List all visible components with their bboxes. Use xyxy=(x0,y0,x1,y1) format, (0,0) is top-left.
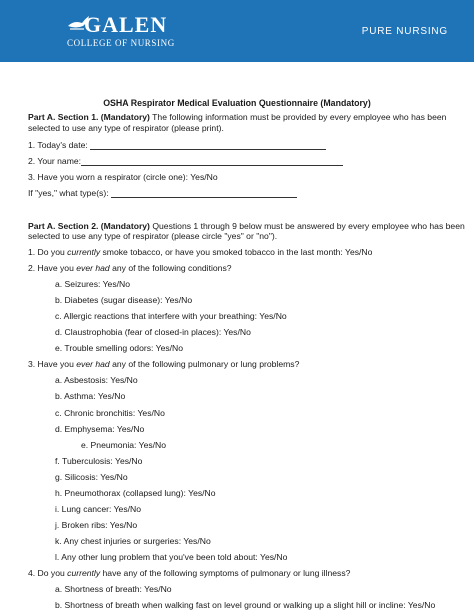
section-2-intro xyxy=(28,221,465,232)
question-2 xyxy=(28,263,232,274)
section-1-heading: Part A. Section 1. (Mandatory) xyxy=(28,112,150,123)
section-1-intro xyxy=(28,112,446,123)
q3-item: a. Asbestosis: Yes/No xyxy=(55,375,138,386)
name-label: 2. Your name: xyxy=(28,155,82,166)
q1-pre: 1. Do you xyxy=(28,247,68,258)
question-4 xyxy=(28,568,350,579)
section-2-intro-line-2: selected to use any type of respirator (please circle "yes" or "no"). xyxy=(28,231,278,242)
respirator-types-question xyxy=(28,188,297,199)
q1-emphasis: currently xyxy=(67,247,101,258)
q2-item: d. Claustrophobia (fear of closed-in places): Yes/No xyxy=(55,327,251,338)
q3-item: i. Lung cancer: Yes/No xyxy=(55,503,141,514)
q4-pre: 4. Do you xyxy=(28,567,68,578)
question-3 xyxy=(28,359,299,370)
date-question xyxy=(28,140,326,151)
q4-emphasis: currently xyxy=(67,567,101,578)
section-2-intro-line-1: Questions 1 through 9 below must be answered by every employee who has been xyxy=(149,220,465,231)
q3-item: j. Broken ribs: Yes/No xyxy=(55,519,138,530)
q3-emphasis: ever had xyxy=(76,359,110,370)
q3-pre: 3. Have you xyxy=(28,359,77,370)
section-1-intro-line-2: selected to use any type of respirator (please print). xyxy=(28,122,224,133)
logo-name: GALEN xyxy=(84,12,168,37)
date-field[interactable] xyxy=(90,141,326,150)
section-1-intro-line-1: The following information must be provided by every employee who has been xyxy=(149,112,447,123)
section-2-heading: Part A. Section 2. (Mandatory) xyxy=(28,220,150,231)
program-name: PURE NURSING xyxy=(361,26,448,37)
q3-item: k. Any chest injuries or surgeries: Yes/No xyxy=(55,535,211,546)
q2-item: b. Diabetes (sugar disease): Yes/No xyxy=(55,295,193,306)
q1-post: smoke tobacco, or have you smoked tobacco in the last month: Yes/No xyxy=(100,247,373,258)
q3-item: l. Any other lung problem that you've been told about: Yes/No xyxy=(55,551,288,562)
q4-item: a. Shortness of breath: Yes/No xyxy=(55,583,172,594)
q4-item: b. Shortness of breath when walking fast on level ground or walking up a slight hill or incline: Yes/No xyxy=(55,600,436,610)
q3-item: e. Pneumonia: Yes/No xyxy=(81,439,167,450)
date-label: 1. Today's date: xyxy=(28,139,88,150)
name-field[interactable] xyxy=(81,157,343,166)
q2-item: e. Trouble smelling odors: Yes/No xyxy=(55,343,184,354)
q3-item: h. Pneumothorax (collapsed lung): Yes/No xyxy=(55,487,216,498)
q4-post: have any of the following symptoms of pulmonary or lung illness? xyxy=(100,567,351,578)
document-title: OSHA Respirator Medical Evaluation Questionnaire (Mandatory) xyxy=(103,98,371,108)
q3-item: c. Chronic bronchitis: Yes/No xyxy=(55,407,165,418)
page-header xyxy=(0,0,474,62)
q2-pre: 2. Have you xyxy=(28,263,77,274)
q2-post: any of the following conditions? xyxy=(109,263,232,274)
types-field[interactable] xyxy=(111,189,297,198)
q3-item: g. Silicosis: Yes/No xyxy=(55,471,128,482)
q3-item: d. Emphysema: Yes/No xyxy=(55,423,145,434)
q3-post: any of the following pulmonary or lung problems? xyxy=(109,359,300,370)
q2-item: c. Allergic reactions that interfere with your breathing: Yes/No xyxy=(55,311,287,322)
respirator-worn-question: 3. Have you worn a respirator (circle one): Yes/No xyxy=(28,171,218,182)
logo-subtitle: COLLEGE OF NURSING xyxy=(67,38,175,48)
q3-item: f. Tuberculosis: Yes/No xyxy=(55,455,143,466)
types-label: If "yes," what type(s): xyxy=(28,187,109,198)
q2-item: a. Seizures: Yes/No xyxy=(55,279,131,290)
q3-item: b. Asthma: Yes/No xyxy=(55,391,126,402)
question-1 xyxy=(28,247,372,258)
q2-emphasis: ever had xyxy=(76,263,110,274)
name-question xyxy=(28,156,343,167)
